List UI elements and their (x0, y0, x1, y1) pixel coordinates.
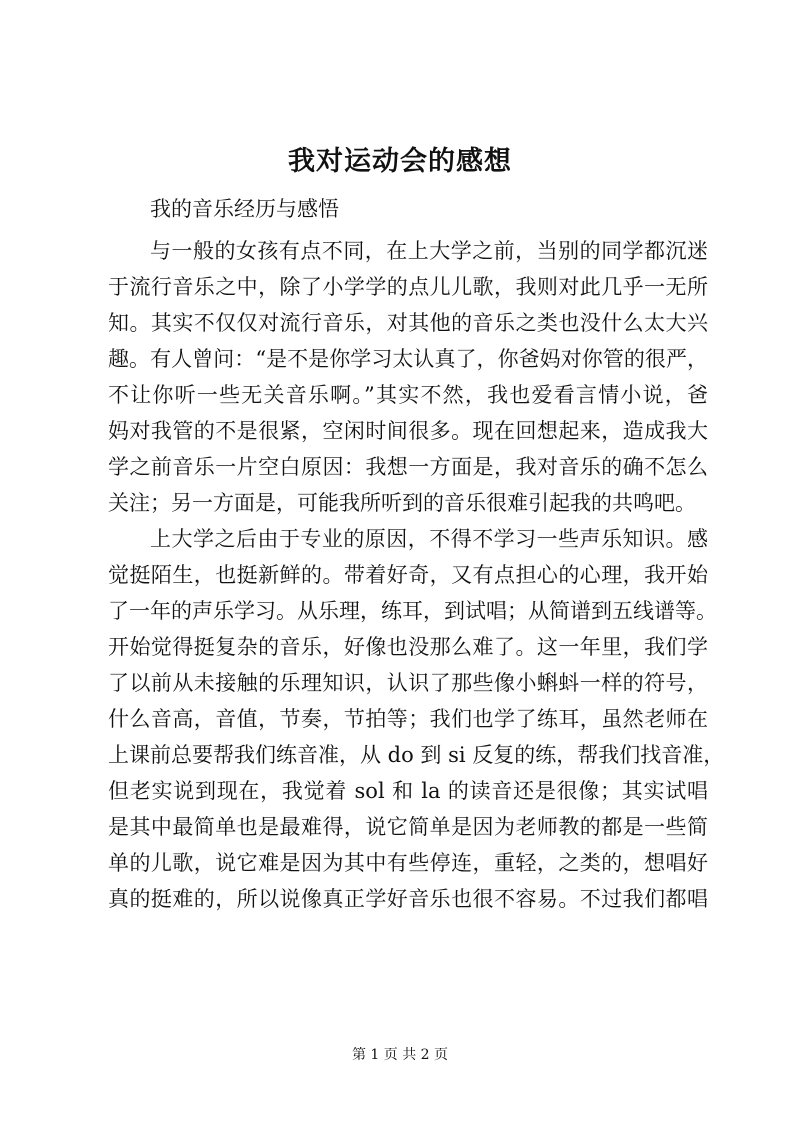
paragraph-line: 与一般的女孩有点不同，在上大学之前，当别的同学都沉迷 (150, 239, 708, 263)
paragraph-line: 但老实说到现在，我觉着 sol 和 la 的读音还是很像；其实试唱 (108, 779, 708, 803)
paragraph-line: 妈对我管的不是很紧，空闲时间很多。现在回想起来，造成我大 (108, 419, 708, 443)
paragraph-line: 于流行音乐之中，除了小学学的点儿儿歌，我则对此几乎一无所 (108, 275, 708, 299)
paragraph-line: 觉挺陌生，也挺新鲜的。带着好奇，又有点担心的心理，我开始 (108, 563, 708, 587)
document-title: 我对运动会的感想 (288, 146, 512, 177)
paragraph-line: 学之前音乐一片空白原因：我想一方面是，我对音乐的确不怎么 (108, 455, 708, 479)
paragraph-line: 是其中最简单也是最难得，说它简单是因为老师教的都是一些简 (108, 815, 708, 839)
paragraph-line: 不让你听一些无关音乐啊。”其实不然，我也爱看言情小说，爸 (108, 383, 708, 407)
paragraph-line: 趣。有人曾问：“是不是你学习太认真了，你爸妈对你管的很严， (108, 347, 708, 371)
paragraph-line: 开始觉得挺复杂的音乐，好像也没那么难了。这一年里，我们学 (108, 635, 708, 659)
paragraph-line: 知。其实不仅仅对流行音乐，对其他的音乐之类也没什么太大兴 (108, 311, 708, 335)
paragraph-line: 上大学之后由于专业的原因，不得不学习一些声乐知识。感 (150, 527, 708, 551)
paragraph-line: 什么音高，音值，节奏，节拍等；我们也学了练耳，虽然老师在 (108, 707, 708, 731)
paragraph-line: 了一年的声乐学习。从乐理，练耳，到试唱；从简谱到五线谱等。 (108, 599, 717, 623)
document-subtitle: 我的音乐经历与感悟 (150, 197, 339, 221)
paragraph-line: 了以前从未接触的乐理知识，认识了那些像小蝌蚪一样的符号， (108, 671, 708, 695)
paragraph-line: 单的儿歌，说它难是因为其中有些停连，重轻，之类的，想唱好 (108, 851, 708, 875)
paragraph-line: 上课前总要帮我们练音准，从 do 到 si 反复的练，帮我们找音准， (108, 743, 725, 767)
paragraph-line: 关注；另一方面是，可能我所听到的音乐很难引起我的共鸣吧。 (108, 491, 696, 515)
page-number-footer: 第 1 页 共 2 页 (351, 1047, 449, 1063)
paragraph-line: 真的挺难的，所以说像真正学好音乐也很不容易。不过我们都唱 (108, 887, 708, 911)
